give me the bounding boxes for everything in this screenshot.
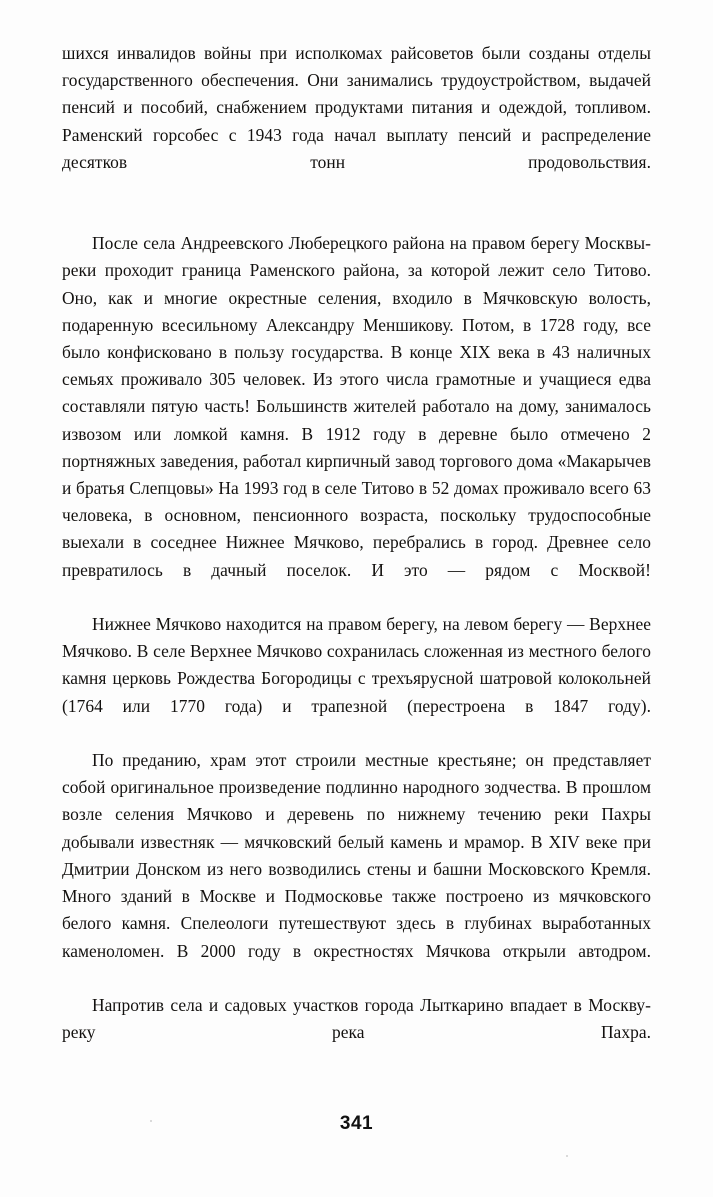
paragraph-hram: По преданию, храм этот строили местные крестьяне; он представляет собой оригинальное произведение подлинно народного зодчества. В прошлом возле селения Мячково и деревень по нижнему течению реки Пахры добывали известняк — мячковский белый камень и мрамор. В XIV веке при Дмитрии Донском из него возводились стены и башни Московского Кремля. Много зданий в Москве и Подмосковье также построено из мячковского белого камня. Спелеологи путешествуют здесь в глубинах выработанных каменоломен. В 2000 году в окрестностях Мячкова открыли автодром. xyxy=(62,750,651,961)
paragraph-continuation: шихся инвалидов войны при исполкомах райсоветов были созданы отделы государственного обеспечения. Они занимались трудоустройством, выдачей пенсий и пособий, снабжением продуктами питания и одеждой, топливом. Раменский горсобес с 1943 года начал выплату пенсий и распределение десятков тонн продовольствия. xyxy=(62,43,651,172)
paragraph-myachkovo: Нижнее Мячково находится на правом берегу, на левом берегу — Верхнее Мячково. В селе Верхнее Мячково сохранилась сложенная из местного белого камня церковь Рождества Богородицы с трехъярусной шатровой колокольней (1764 или 1770 года) и трапезной (перестроена в 1847 году). xyxy=(62,614,651,716)
page-number: 341 xyxy=(339,1113,374,1134)
paragraph-pakhra: Напротив села и садовых участков города Лыткарино впадает в Москву-реку река Пахра. xyxy=(62,994,651,1043)
page-body xyxy=(62,40,651,1074)
paper-speck xyxy=(150,1120,152,1122)
paragraph-titovo: После села Андреевского Люберецкого района на правом берегу Москвы-реки проходит граница Раменского района, за которой лежит село Титово. Оно, как и многие окрестные селения, входило в Мячковскую волость, подаренную всесильному Александру Меншикову. Потом, в 1728 году, все было конфисковано в пользу государства. В конце XIX века в 43 наличных семьях проживало 305 человек. Из этого числа грамотные и учащиеся едва составляли пятую часть! Большинств жителей работало на дому, занималось извозом или ломкой камня. В 1912 году в деревне было отмечено 2 портняжных заведения, работал кирпичный завод торгового дома «Макарычев и братья Слепцовы» На 1993 год в селе Титово в 52 домах проживало всего 63 человека, в основном, пенсионного возраста, поскольку трудоспособные выехали в соседнее Нижнее Мячково, перебрались в город. Древнее село превратилось в дачный поселок. И это — рядом с Москвой! xyxy=(62,233,651,580)
paper-speck xyxy=(566,1155,568,1157)
